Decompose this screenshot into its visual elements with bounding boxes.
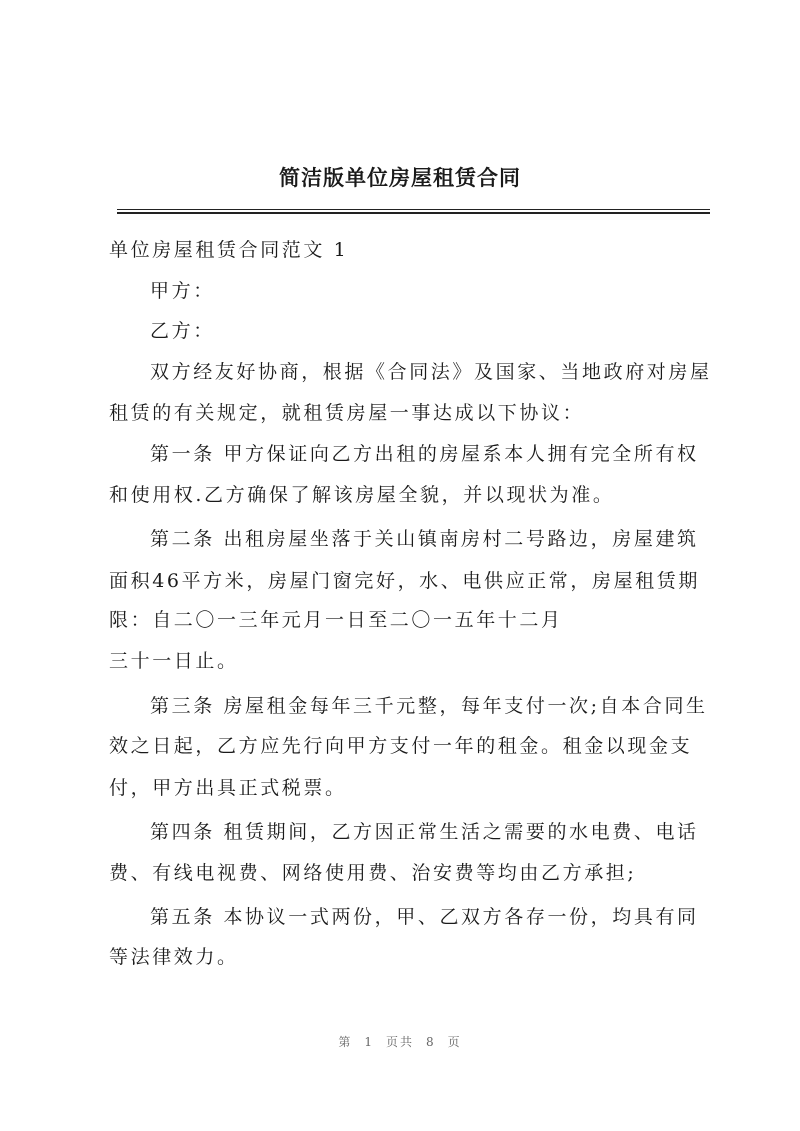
party-b-line: 乙方： (150, 320, 215, 342)
paragraph-line: 第三条 房屋租金每年三千元整，每年支付一次;自本合同生 (150, 695, 708, 717)
paragraph-line: 第五条 本协议一式两份，甲、乙双方各存一份，均具有同 (150, 906, 699, 928)
paragraph-line: 费、有线电视费、网络使用费、治安费等均由乙方承担; (109, 862, 637, 884)
section-heading: 单位房屋租赁合同范文 1 (109, 239, 349, 261)
paragraph-line: 效之日起，乙方应先行向甲方支付一年的租金。租金以现金支 (109, 735, 693, 757)
title-divider (117, 209, 710, 210)
paragraph-line: 第一条 甲方保证向乙方出租的房屋系本人拥有完全所有权 (150, 443, 699, 465)
paragraph-line: 租赁的有关规定，就租赁房屋一事达成以下协议： (109, 402, 585, 424)
paragraph-line: 面积46平方米，房屋门窗完好，水、电供应正常，房屋租赁期 (109, 570, 700, 592)
paragraph-line: 第二条 出租房屋坐落于关山镇南房村二号路边，房屋建筑 (150, 528, 699, 550)
paragraph-line: 三十一日止。 (109, 650, 239, 672)
footer-total-label: 页共 (385, 1035, 414, 1049)
footer-suffix: 页 (447, 1035, 462, 1049)
footer-total-pages: 8 (426, 1035, 436, 1049)
party-a-line: 甲方： (150, 280, 215, 302)
paragraph-line: 双方经友好协商，根据《合同法》及国家、当地政府对房屋 (150, 361, 712, 383)
paragraph-line: 等法律效力。 (109, 946, 239, 968)
page-footer (0, 1033, 800, 1050)
paragraph-line: 第四条 租赁期间，乙方因正常生活之需要的水电费、电话 (150, 821, 699, 843)
document-title: 简洁版单位房屋租赁合同 (279, 165, 521, 190)
paragraph-line: 限：自二〇一三年元月一日至二〇一五年十二月 (109, 609, 563, 631)
paragraph-line: 付，甲方出具正式税票。 (109, 777, 347, 799)
title-divider-bold (117, 212, 710, 214)
footer-page-label: 第 (338, 1035, 353, 1049)
footer-current-page: 1 (364, 1035, 374, 1049)
paragraph-line: 和使用权.乙方确保了解该房屋全貌，并以现状为准。 (109, 484, 615, 506)
